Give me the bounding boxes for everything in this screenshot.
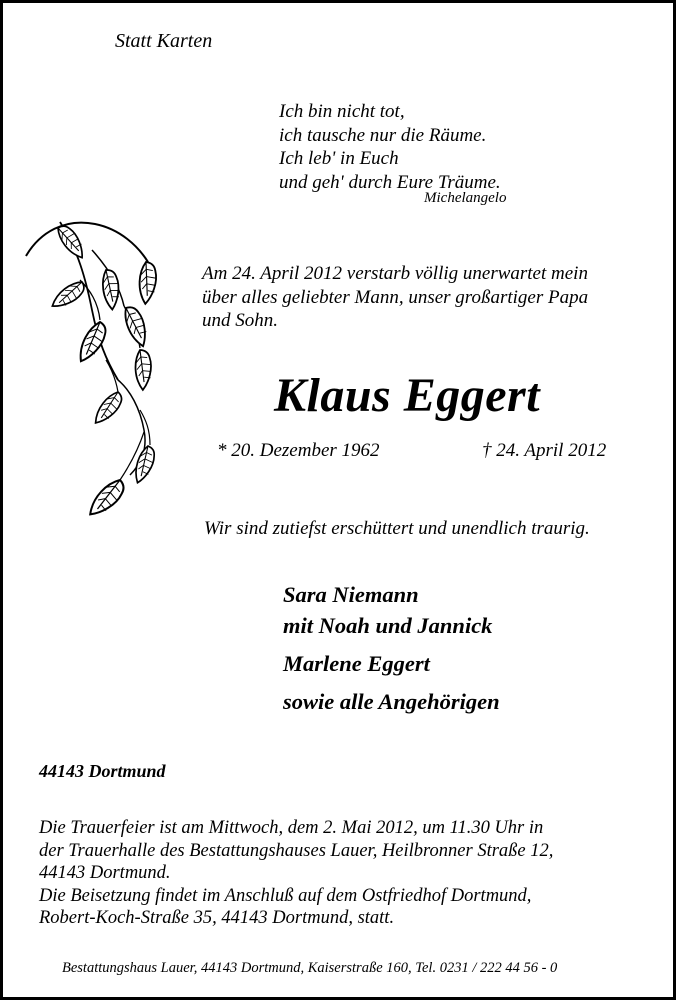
grief-statement: Wir sind zutiefst erschüttert und unendlich traurig. — [204, 518, 590, 539]
birth-date: * 20. Dezember 1962 — [217, 440, 380, 461]
mourner-name: mit Noah und Jannick — [283, 613, 493, 638]
poem-line: und geh' durch Eure Träume. — [279, 171, 501, 193]
poem-author: Michelangelo — [424, 190, 507, 206]
announcement-line: Am 24. April 2012 verstarb völlig unerwartet mein — [202, 263, 588, 284]
death-date: † 24. April 2012 — [482, 440, 607, 461]
announcement-line: über alles geliebter Mann, unser großartiger Papa — [202, 286, 589, 308]
city-line: 44143 Dortmund — [39, 761, 166, 781]
poem-line: ich tausche nur die Räume. — [279, 124, 487, 146]
birch-leaf-branch-icon — [20, 210, 180, 530]
mourner-name: Sara Niemann — [283, 582, 419, 607]
poem-line: Ich leb' in Euch — [279, 148, 399, 169]
deceased-name: Klaus Eggert — [274, 369, 541, 422]
funeral-home-footer: Bestattungshaus Lauer, 44143 Dortmund, Kaiserstraße 160, Tel. 0231 / 222 44 56 - 0 — [62, 960, 558, 976]
announcement-line: und Sohn. — [202, 310, 278, 331]
poem-line: Ich bin nicht tot, — [279, 101, 405, 122]
poem — [279, 100, 501, 194]
mourner-name: sowie alle Angehörigen — [283, 689, 500, 714]
funeral-detail-line: 44143 Dortmund. — [39, 863, 171, 883]
funeral-detail-line: der Trauerhalle des Bestattungshauses Lauer, Heilbronner Straße 12, — [39, 840, 554, 861]
funeral-details — [39, 817, 553, 930]
header-text: Statt Karten — [115, 30, 213, 52]
funeral-detail-line: Die Trauerfeier ist am Mittwoch, dem 2. Mai 2012, um 11.30 Uhr in — [39, 818, 544, 838]
mourner-name: Marlene Eggert — [283, 651, 430, 676]
death-announcement — [202, 262, 588, 333]
funeral-detail-line: Die Beisetzung findet im Anschluß auf dem Ostfriedhof Dortmund, — [39, 885, 532, 906]
funeral-detail-line: Robert-Koch-Straße 35, 44143 Dortmund, statt. — [39, 908, 395, 928]
